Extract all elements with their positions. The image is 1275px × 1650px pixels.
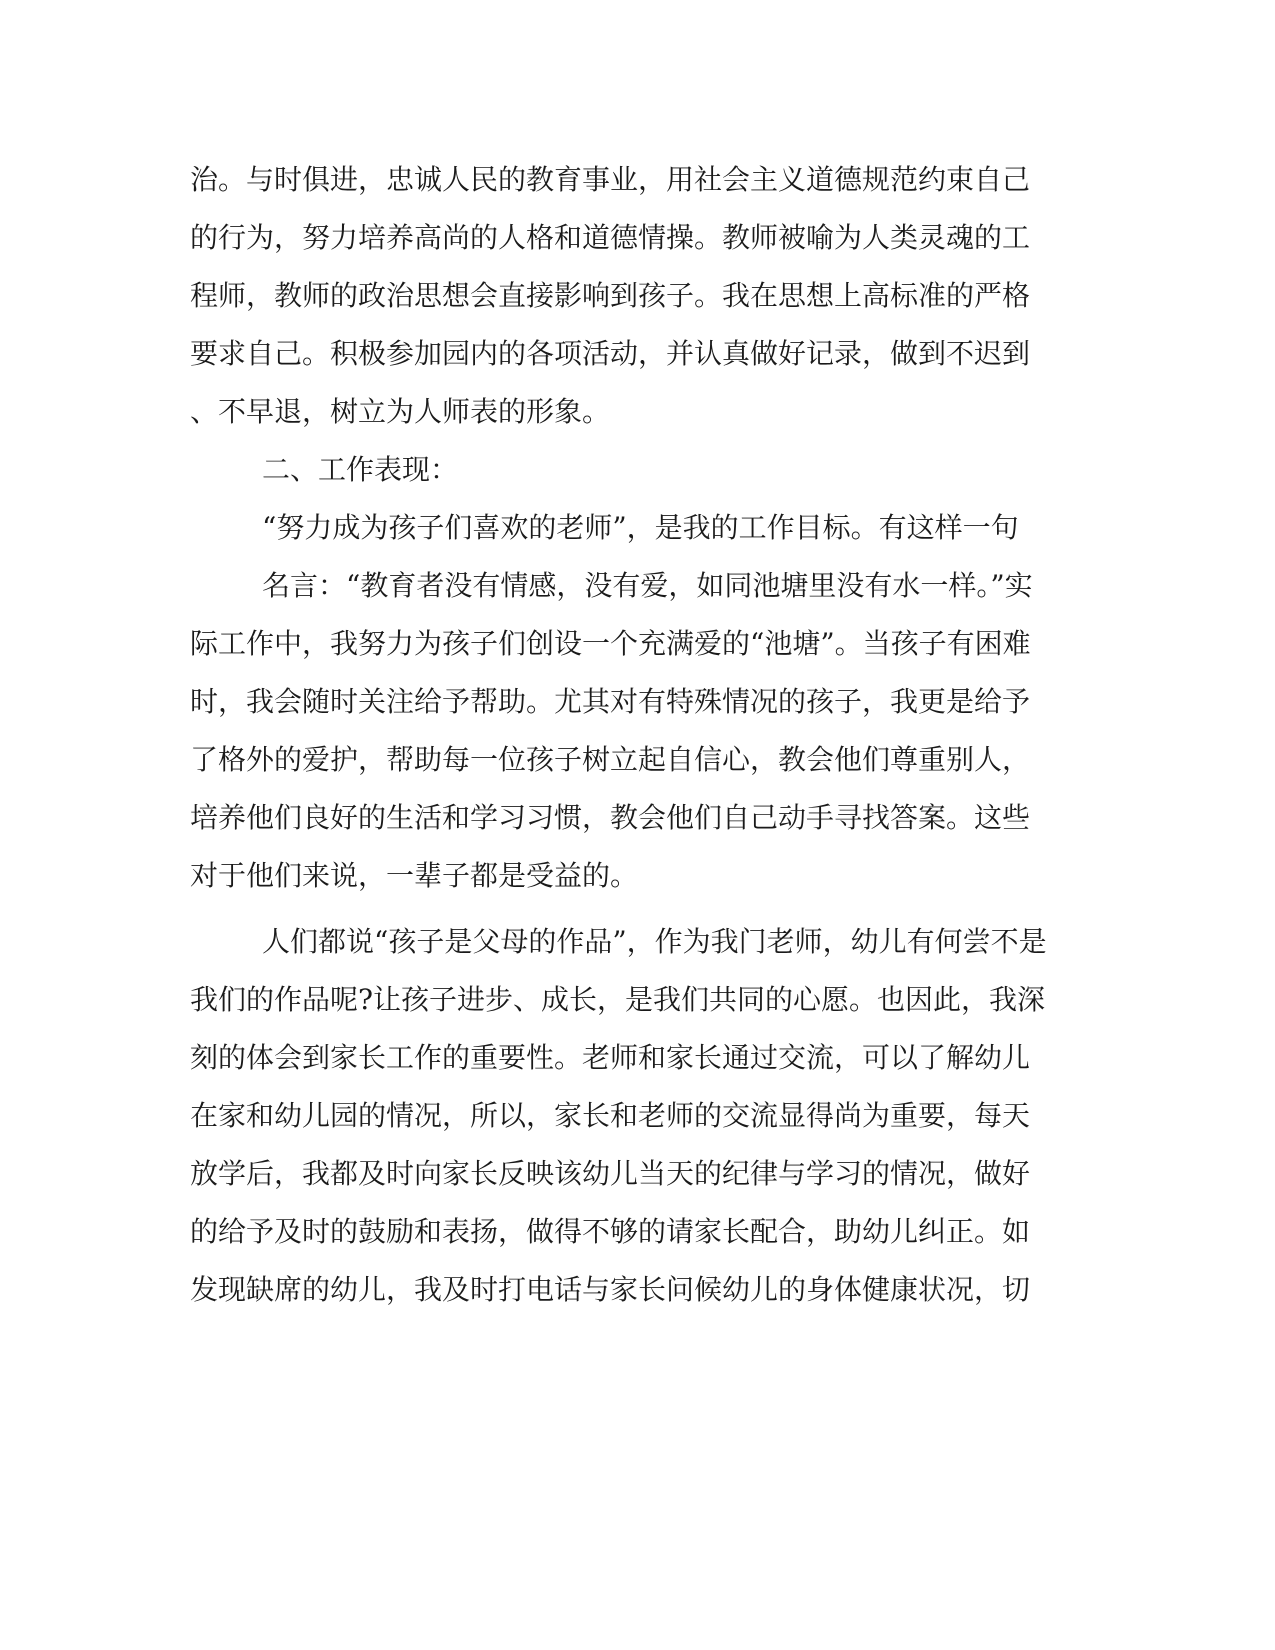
section-heading: 二、工作表现： (262, 453, 459, 486)
text-line: 要求自己。积极参加园内的各项活动，并认真做好记录，做到不迟到 (190, 337, 1031, 370)
text-line: 人们都说“孩子是父母的作品”，作为我门老师，幼儿有何尝不是 (262, 925, 1047, 958)
text-line: 程师，教师的政治思想会直接影响到孩子。我在思想上高标准的严格 (190, 279, 1031, 312)
text-line: 刻的体会到家长工作的重要性。老师和家长通过交流，可以了解幼儿 (190, 1041, 1031, 1074)
text-line: 了格外的爱护，帮助每一位孩子树立起自信心，教会他们尊重别人， (190, 743, 1031, 776)
text-line: 的行为，努力培养高尚的人格和道德情操。教师被喻为人类灵魂的工 (190, 221, 1031, 254)
text-line: 发现缺席的幼儿，我及时打电话与家长问候幼儿的身体健康状况，切 (190, 1273, 1031, 1306)
text-line: 培养他们良好的生活和学习习惯，教会他们自己动手寻找答案。这些 (190, 801, 1031, 834)
text-line: 治。与时俱进，忠诚人民的教育事业，用社会主义道德规范约束自己 (190, 163, 1031, 196)
text-line: 放学后，我都及时向家长反映该幼儿当天的纪律与学习的情况，做好 (190, 1157, 1031, 1190)
text-line: 名言：“教育者没有情感，没有爱，如同池塘里没有水一样。”实 (262, 569, 1033, 602)
text-line: 际工作中，我努力为孩子们创设一个充满爱的“池塘”。当孩子有困难 (190, 627, 1031, 660)
text-line: 我们的作品呢?让孩子进步、成长，是我们共同的心愿。也因此，我深 (190, 983, 1046, 1016)
text-line: 在家和幼儿园的情况，所以，家长和老师的交流显得尚为重要，每天 (190, 1099, 1031, 1132)
text-line: 时，我会随时关注给予帮助。尤其对有特殊情况的孩子，我更是给予 (190, 685, 1031, 718)
text-line: 、不早退，树立为人师表的形象。 (190, 395, 611, 428)
text-line: 对于他们来说，一辈子都是受益的。 (190, 859, 639, 892)
text-line: “努力成为孩子们喜欢的老师”，是我的工作目标。有这样一句 (262, 511, 1019, 544)
text-line: 的给予及时的鼓励和表扬，做得不够的请家长配合，助幼儿纠正。如 (190, 1215, 1031, 1248)
